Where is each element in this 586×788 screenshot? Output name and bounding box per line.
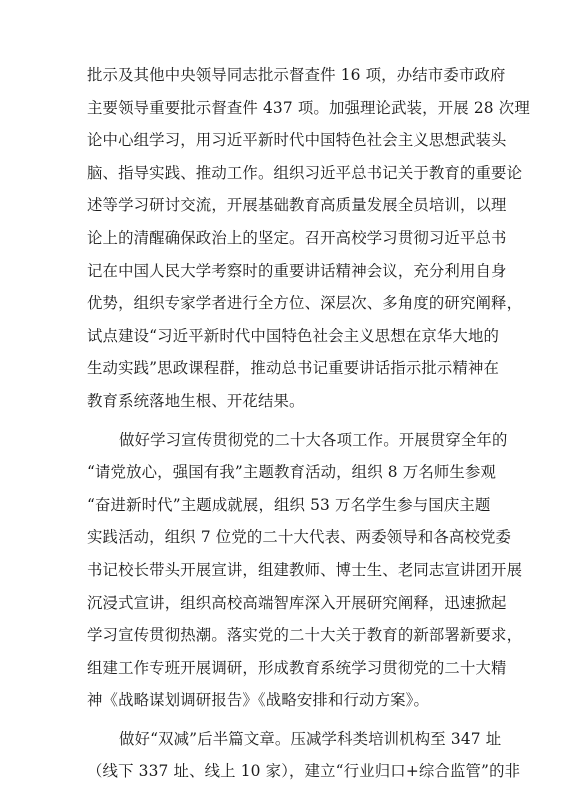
text-line: （线下 337 址、线上 10 家），建立“行业归口+综合监管”的非 bbox=[87, 762, 521, 781]
text-line: 神《战略谋划调研报告》《战略安排和行动方案》。 bbox=[87, 691, 430, 710]
text-line: 论中心组学习，用习近平新时代中国特色社会主义思想武装头 bbox=[87, 131, 507, 150]
text-line: 记在中国人民大学考察时的重要讲话精神会议，充分利用自身 bbox=[87, 261, 507, 280]
paragraph bbox=[87, 723, 521, 788]
text-line: 书记校长带头开展宣讲，组建教师、博士生、老同志宣讲团开展 bbox=[87, 560, 523, 579]
text-line: 脑、指导实践、推动工作。组织习近平总书记关于教育的重要论 bbox=[87, 163, 523, 182]
text-line: 实践活动，组织 7 位党的二十大代表、两委领导和各高校党委 bbox=[87, 528, 512, 547]
paragraph bbox=[87, 424, 523, 717]
text-line: 组建工作专班开展调研，形成教育系统学习贯彻党的二十大精 bbox=[87, 658, 507, 677]
text-line: 主要领导重要批示督查件 437 项。加强理论武装，开展 28 次理 bbox=[87, 98, 530, 117]
text-line: 学习宣传贯彻热潮。落实党的二十大关于教育的新部署新要求， bbox=[87, 626, 523, 645]
text-line: 教育系统落地生根、开花结果。 bbox=[87, 391, 305, 410]
text-line: 述等学习研讨交流，开展基础教育高质量发展全员培训，以理 bbox=[87, 196, 507, 215]
text-line: 批示及其他中央领导同志批示督查件 16 项，办结市委市政府 bbox=[87, 66, 506, 84]
paragraph bbox=[87, 59, 530, 418]
text-line: 做好学习宣传贯彻党的二十大各项工作。开展贯穿全年的 bbox=[119, 430, 508, 449]
text-line: 沉浸式宣讲，组织高校高端智库深入开展研究阐释，迅速掀起 bbox=[87, 593, 507, 612]
document-body bbox=[87, 59, 530, 788]
text-line: 生动实践”思政课程群，推动总书记重要讲话指示批示精神在 bbox=[87, 359, 500, 378]
text-line: 优势，组织专家学者进行全方位、深层次、多角度的研究阐释， bbox=[87, 294, 523, 313]
text-line: 论上的清醒确保政治上的坚定。召开高校学习贯彻习近平总书 bbox=[87, 228, 507, 247]
text-line: “请党放心，强国有我”主题教育活动，组织 8 万名师生参观 bbox=[87, 463, 497, 482]
text-line: 做好“双减”后半篇文章。压减学科类培训机构至 347 址 bbox=[119, 729, 502, 748]
text-line: “奋进新时代”主题成就展，组织 53 万名学生参与国庆主题 bbox=[87, 495, 491, 514]
text-line: 试点建设“习近平新时代中国特色社会主义思想在京华大地的 bbox=[87, 326, 500, 345]
